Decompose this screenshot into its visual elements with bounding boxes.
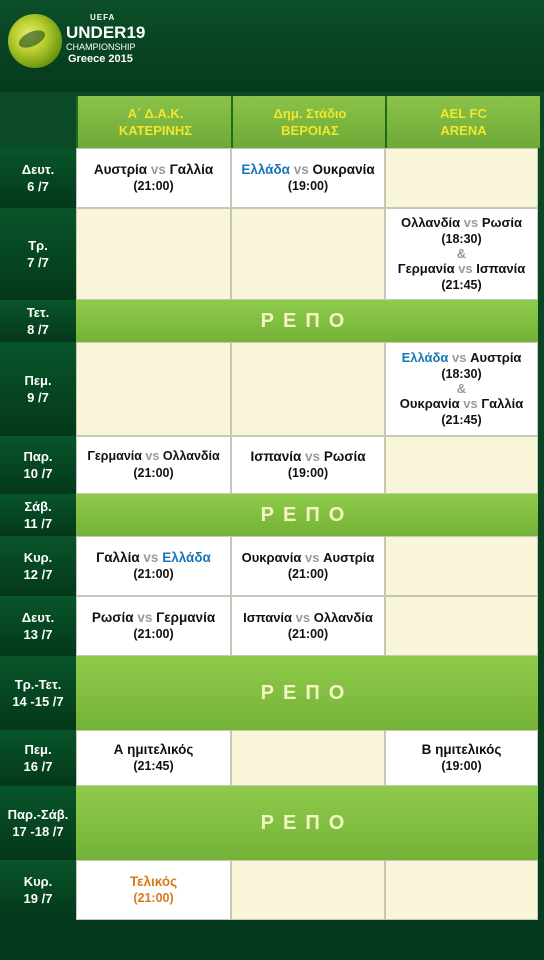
team-away: Αυστρία bbox=[470, 350, 522, 365]
team-home: Ρωσία bbox=[91, 610, 134, 625]
empty-cell bbox=[385, 860, 538, 920]
team-home: Γερμανία bbox=[397, 261, 455, 276]
footer bbox=[0, 920, 544, 960]
vs-label: vs bbox=[305, 449, 321, 464]
empty-cell bbox=[231, 208, 385, 300]
team-away: Γερμανία bbox=[156, 610, 216, 625]
day-date: 17 -18 /7 bbox=[12, 824, 64, 839]
day-label bbox=[0, 342, 76, 436]
match-time: (21:00) bbox=[287, 567, 329, 581]
day-label bbox=[0, 208, 76, 300]
day-date: 12 /7 bbox=[23, 567, 53, 582]
match-teams bbox=[400, 395, 523, 412]
match-teams bbox=[402, 349, 522, 366]
match-teams bbox=[398, 260, 525, 277]
day-name: Τετ. bbox=[26, 305, 50, 320]
day-name: Τρ.-Τετ. bbox=[14, 677, 62, 692]
team-home: Γαλλία bbox=[96, 550, 140, 565]
logo-championship: CHAMPIONSHIP bbox=[66, 42, 136, 52]
venue-city: ARENA bbox=[440, 123, 487, 138]
empty-cell bbox=[385, 536, 538, 596]
vs-label: vs bbox=[463, 215, 479, 230]
team-away: Αυστρία bbox=[323, 550, 375, 565]
match-time: (21:00) bbox=[133, 466, 174, 480]
day-label bbox=[0, 786, 76, 860]
venue-header-veria bbox=[231, 96, 387, 148]
venue-city: ΚΑΤΕΡΙΝΗΣ bbox=[118, 123, 193, 138]
logo-under19: UNDER19 bbox=[66, 23, 146, 42]
day-label bbox=[0, 300, 76, 342]
team-away: Ουκρανία bbox=[312, 162, 375, 177]
rest-day-band: ΡΕΠΟ bbox=[76, 494, 538, 536]
day-date: 14 -15 /7 bbox=[12, 694, 64, 709]
vs-label: vs bbox=[295, 610, 311, 625]
header-corner bbox=[0, 96, 76, 148]
day-label bbox=[0, 148, 76, 208]
match-cell bbox=[231, 596, 385, 656]
match-time: (21:45) bbox=[133, 759, 174, 773]
match-cell-double bbox=[385, 208, 538, 300]
match-cell bbox=[76, 536, 231, 596]
team-away: Ρωσία bbox=[323, 449, 366, 464]
match-time: (19:00) bbox=[287, 179, 329, 193]
vs-label: vs bbox=[143, 550, 159, 565]
day-date: 16 /7 bbox=[23, 759, 53, 774]
day-label bbox=[0, 536, 76, 596]
day-label bbox=[0, 494, 76, 536]
tournament-logo-icon bbox=[8, 14, 62, 68]
day-label bbox=[0, 656, 76, 730]
empty-cell bbox=[231, 730, 385, 786]
vs-label: vs bbox=[458, 261, 473, 276]
venue-name: AEL FC bbox=[440, 106, 487, 121]
day-name: Δευτ. bbox=[21, 162, 55, 177]
venue-header-ael bbox=[385, 96, 540, 148]
day-name: Κυρ. bbox=[23, 550, 53, 565]
match-teams bbox=[242, 549, 375, 566]
day-name: Παρ.-Σάβ. bbox=[7, 807, 69, 822]
team-away: Ισπανία bbox=[476, 261, 526, 276]
day-date: 11 /7 bbox=[23, 516, 53, 531]
day-label bbox=[0, 730, 76, 786]
day-label bbox=[0, 436, 76, 494]
empty-cell bbox=[231, 860, 385, 920]
match-teams bbox=[87, 448, 219, 465]
team-home: Ισπανία bbox=[243, 610, 293, 625]
match-cell-double bbox=[385, 342, 538, 436]
day-name: Κυρ. bbox=[23, 874, 53, 889]
match-teams bbox=[92, 609, 215, 626]
match-teams bbox=[96, 549, 211, 566]
match-time: (19:00) bbox=[287, 466, 329, 480]
match-teams bbox=[401, 214, 522, 231]
vs-label: vs bbox=[452, 350, 467, 365]
empty-cell bbox=[76, 342, 231, 436]
team-home: Αυστρία bbox=[93, 162, 148, 177]
rest-day-band: ΡΕΠΟ bbox=[76, 300, 538, 342]
rest-day-band: ΡΕΠΟ bbox=[76, 786, 538, 860]
match-cell bbox=[76, 148, 231, 208]
vs-label: vs bbox=[150, 162, 166, 177]
day-date: 6 /7 bbox=[27, 179, 49, 194]
day-label bbox=[0, 860, 76, 920]
match-cell bbox=[76, 596, 231, 656]
team-away: Ρωσία bbox=[481, 215, 522, 230]
day-label bbox=[0, 596, 76, 656]
match-time: (18:30) bbox=[441, 367, 482, 381]
day-name: Σάβ. bbox=[24, 499, 52, 514]
rest-day-band: ΡΕΠΟ bbox=[76, 656, 538, 730]
empty-cell bbox=[385, 148, 538, 208]
match-cell bbox=[231, 536, 385, 596]
match-time: (21:45) bbox=[441, 413, 482, 427]
match-time: (21:00) bbox=[133, 627, 174, 641]
empty-cell bbox=[385, 596, 538, 656]
match-teams bbox=[241, 161, 374, 178]
semifinal-a-title: Α ημιτελικός bbox=[113, 742, 194, 757]
vs-label: vs bbox=[305, 550, 320, 565]
venue-name: Α΄ Δ.Α.Κ. bbox=[127, 106, 184, 121]
team-away: Γαλλία bbox=[169, 162, 214, 177]
day-date: 7 /7 bbox=[27, 255, 49, 270]
team-home: Ελλάδα bbox=[241, 162, 290, 177]
match-time: (21:00) bbox=[133, 891, 174, 905]
match-cell bbox=[231, 436, 385, 494]
match-time: (21:45) bbox=[441, 278, 482, 292]
day-name: Τρ. bbox=[28, 238, 48, 253]
vs-label: vs bbox=[145, 449, 160, 463]
team-home: Ολλανδία bbox=[401, 215, 461, 230]
match-time: (19:00) bbox=[441, 759, 482, 773]
match-time: (21:00) bbox=[287, 627, 329, 641]
day-date: 10 /7 bbox=[23, 466, 53, 481]
match-cell bbox=[76, 436, 231, 494]
team-home: Ουκρανία bbox=[241, 550, 302, 565]
vs-label: vs bbox=[293, 162, 309, 177]
match-time: (18:30) bbox=[441, 232, 482, 246]
team-away: Ολλανδία bbox=[313, 610, 373, 625]
day-name: Πεμ. bbox=[24, 373, 52, 388]
vs-label: vs bbox=[137, 610, 153, 625]
logo-greece-2015: Greece 2015 bbox=[68, 53, 133, 65]
day-name: Παρ. bbox=[23, 449, 53, 464]
empty-cell bbox=[385, 436, 538, 494]
day-date: 13 /7 bbox=[23, 627, 53, 642]
venue-city: ΒΕΡΟΙΑΣ bbox=[281, 123, 339, 138]
match-cell bbox=[231, 148, 385, 208]
team-home: Ουκρανία bbox=[399, 396, 460, 411]
vs-label: vs bbox=[463, 396, 478, 411]
empty-cell bbox=[76, 208, 231, 300]
match-time: (21:00) bbox=[133, 567, 174, 581]
team-away: Ελλάδα bbox=[162, 550, 211, 565]
team-away: Γαλλία bbox=[481, 396, 524, 411]
final-title: Τελικός bbox=[129, 874, 178, 889]
match-teams bbox=[94, 161, 213, 178]
ampersand: & bbox=[456, 246, 467, 261]
venue-name: Δημ. Στάδιο bbox=[273, 106, 347, 121]
team-home: Ισπανία bbox=[250, 449, 302, 464]
team-home: Γερμανία bbox=[87, 449, 142, 463]
day-name: Δευτ. bbox=[21, 610, 55, 625]
header bbox=[0, 0, 544, 92]
match-time: (21:00) bbox=[133, 179, 174, 193]
team-away: Ολλανδία bbox=[162, 449, 220, 463]
team-home: Ελλάδα bbox=[401, 350, 449, 365]
day-date: 19 /7 bbox=[23, 891, 53, 906]
logo-uefa: UEFA bbox=[90, 13, 116, 22]
match-teams bbox=[243, 609, 373, 626]
semifinal-cell bbox=[385, 730, 538, 786]
venue-header-katerini bbox=[76, 96, 233, 148]
day-name: Πεμ. bbox=[24, 742, 52, 757]
empty-cell bbox=[231, 342, 385, 436]
semifinal-b-title: Β ημιτελικός bbox=[421, 742, 502, 757]
final-cell bbox=[76, 860, 231, 920]
day-date: 8 /7 bbox=[27, 322, 49, 337]
semifinal-cell bbox=[76, 730, 231, 786]
ampersand: & bbox=[456, 381, 467, 396]
day-date: 9 /7 bbox=[27, 390, 49, 405]
match-teams bbox=[250, 448, 365, 465]
